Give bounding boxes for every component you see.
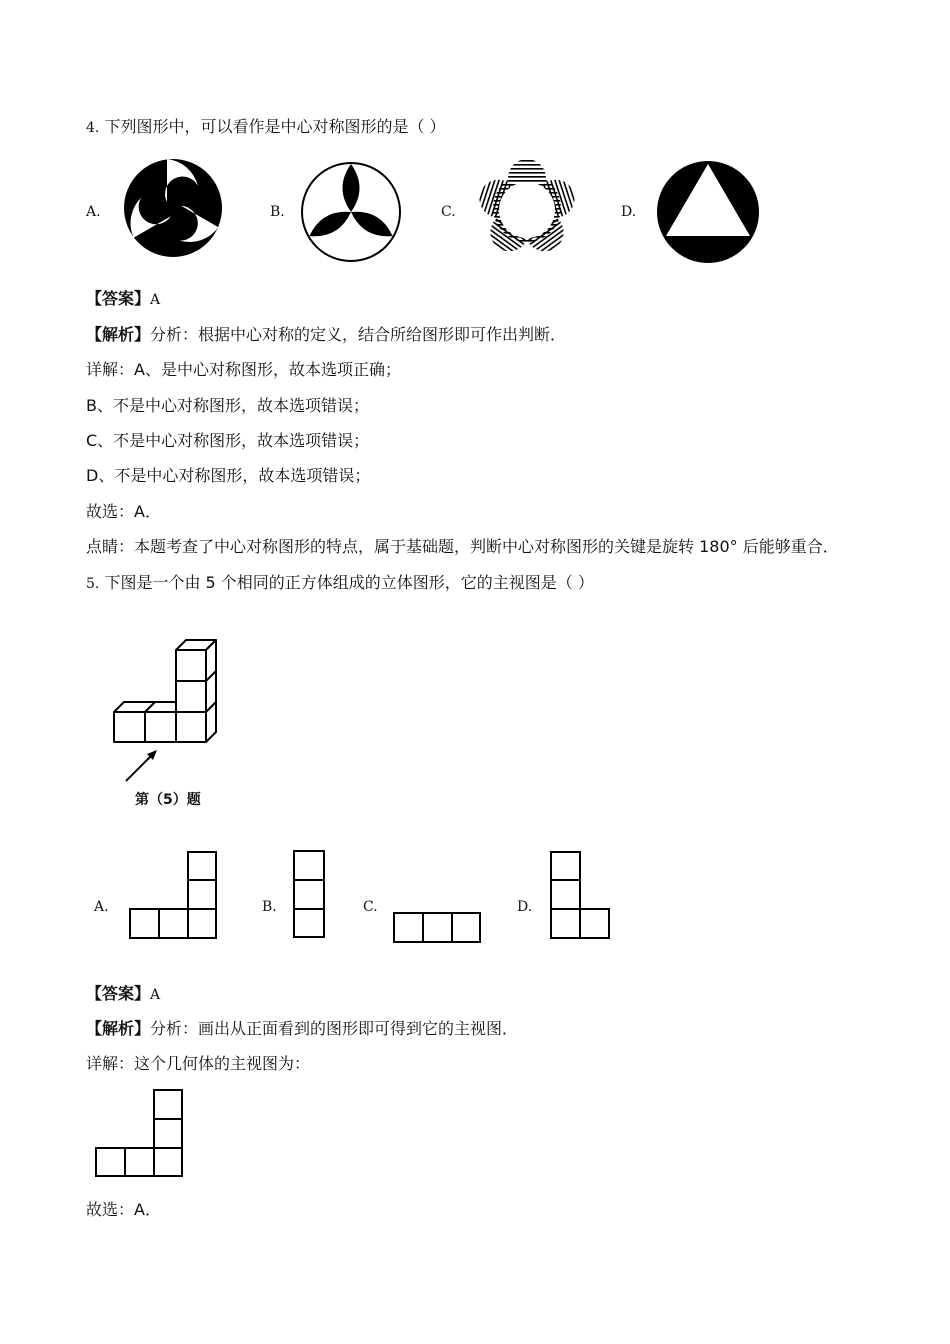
q4-question bbox=[86, 117, 446, 138]
q4-answer-tag: 【答案】 bbox=[86, 289, 151, 308]
q5-option-c-figure bbox=[392, 911, 484, 945]
q5-number: 5. bbox=[86, 576, 100, 592]
q4-answer-value: A bbox=[150, 292, 161, 308]
q5-question bbox=[86, 573, 594, 594]
q5-option-a-figure bbox=[128, 850, 220, 942]
q5-detail: 详解：这个几何体的主视图为： bbox=[86, 1054, 311, 1073]
q5-stem: 下图是一个由 5 个相同的正方体组成的立体图形，它的主视图是（ ） bbox=[104, 573, 594, 592]
q4-option-c-figure bbox=[475, 156, 579, 260]
q5-option-c-label: C. bbox=[363, 899, 378, 915]
q5-option-a-label: A. bbox=[94, 899, 109, 915]
q4-analysis-tag: 【解析】 bbox=[86, 325, 151, 344]
q5-answer-value: A bbox=[150, 987, 161, 1003]
q4-option-a-figure bbox=[122, 157, 224, 259]
q5-option-d-label: D. bbox=[517, 899, 533, 915]
q4-number: 4. bbox=[86, 120, 100, 136]
q4-option-d-figure bbox=[656, 160, 760, 264]
q4-option-c-label: C. bbox=[441, 204, 456, 220]
q5-analysis-text: 分析：画出从正面看到的图形即可得到它的主视图． bbox=[150, 1019, 519, 1038]
q4-detail-b: B、不是中心对称图形，故本选项错误； bbox=[86, 396, 369, 415]
q4-detail-c: C、不是中心对称图形，故本选项错误； bbox=[86, 431, 370, 450]
q5-option-b-figure bbox=[292, 849, 326, 941]
q4-detail-a: A、是中心对称图形，故本选项正确； bbox=[134, 360, 401, 379]
q4-detail-d: D、不是中心对称图形，故本选项错误； bbox=[86, 466, 371, 485]
q4-comment: 点睛：本题考查了中心对称图形的特点，属于基础题，判断中心对称图形的关键是旋转 180° 后能够重合． bbox=[86, 537, 839, 556]
q4-answer bbox=[86, 289, 160, 310]
q4-stem: 下列图形中，可以看作是中心对称图形的是（ ） bbox=[104, 117, 446, 136]
q4-analysis bbox=[86, 325, 566, 345]
q5-choice: 故选：A． bbox=[86, 1200, 161, 1219]
q4-option-b-figure bbox=[300, 161, 402, 263]
q5-analysis-tag: 【解析】 bbox=[86, 1019, 151, 1038]
q5-answer-figure bbox=[94, 1088, 186, 1180]
q5-answer bbox=[86, 984, 160, 1005]
q4-option-d-label: D. bbox=[621, 204, 637, 220]
q4-choice: 故选：A． bbox=[86, 502, 161, 521]
q5-option-d-figure bbox=[549, 850, 613, 942]
q5-solid-figure bbox=[112, 637, 224, 787]
q5-figure-caption: 第（5）题 bbox=[135, 792, 201, 808]
q4-detail-line-1 bbox=[86, 360, 401, 380]
q5-analysis bbox=[86, 1019, 518, 1039]
q4-analysis-text: 分析：根据中心对称的定义，结合所给图形即可作出判断． bbox=[150, 325, 567, 344]
q4-detail-label: 详解： bbox=[86, 360, 135, 379]
q4-option-b-label: B. bbox=[270, 204, 285, 220]
q4-option-a-label: A. bbox=[86, 204, 101, 220]
q5-answer-tag: 【答案】 bbox=[86, 984, 151, 1003]
q5-option-b-label: B. bbox=[262, 899, 277, 915]
